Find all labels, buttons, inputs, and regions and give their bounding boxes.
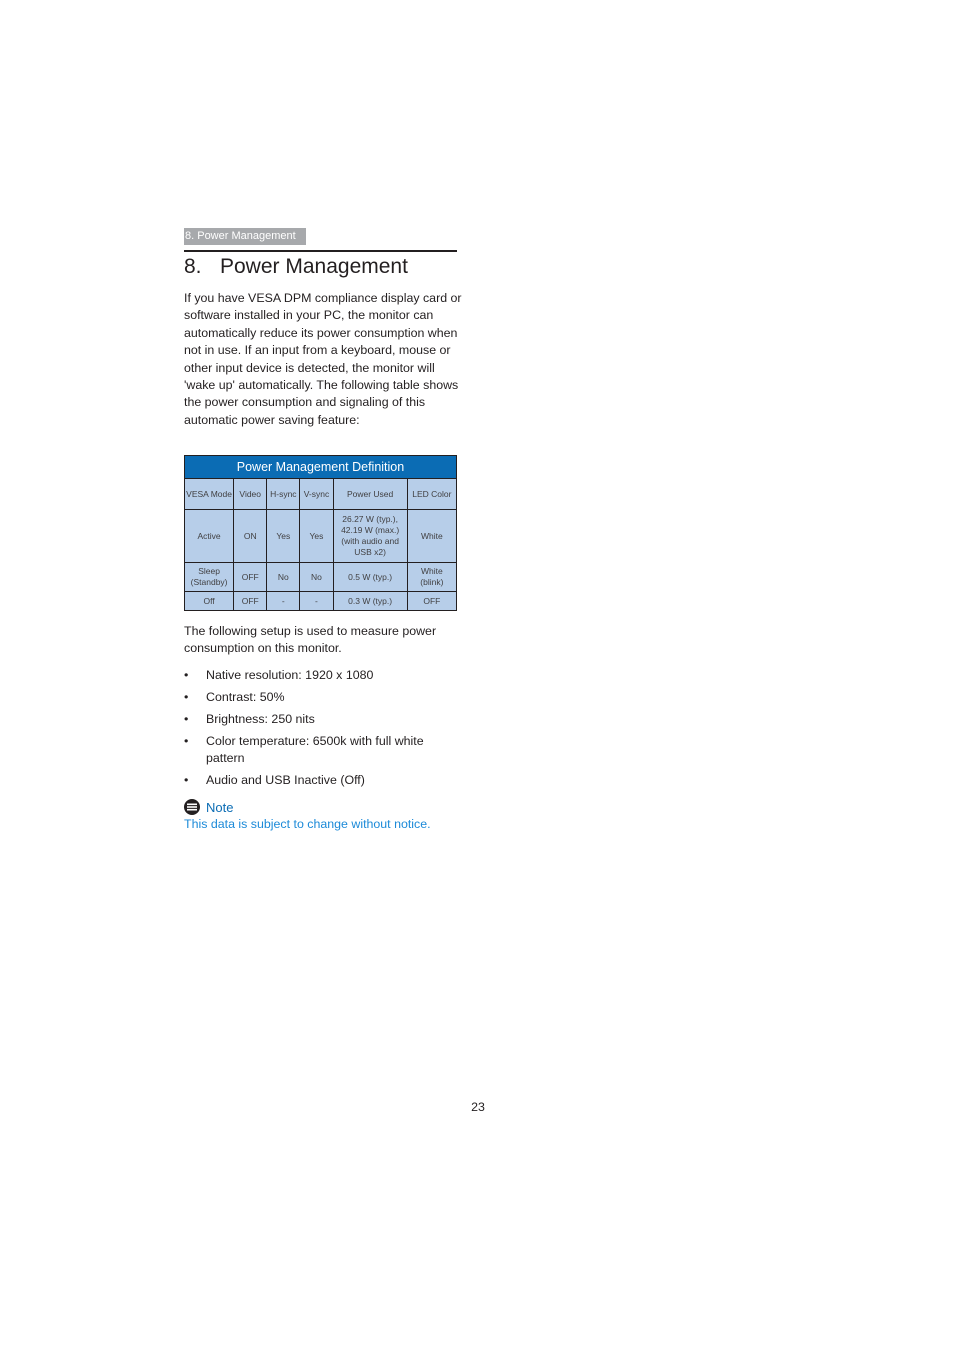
column-header: V-sync (300, 479, 333, 510)
table-cell: Active (185, 510, 234, 563)
table-title: Power Management Definition (185, 456, 457, 479)
table-cell: No (300, 563, 333, 592)
bullet-glyph: • (184, 668, 189, 682)
list-item-text: Native resolution: 1920 x 1080 (206, 668, 374, 682)
bullet-glyph: • (184, 712, 189, 726)
table-cell: OFF (407, 592, 456, 611)
bullet-glyph: • (184, 773, 189, 788)
section-title: Power Management (220, 255, 408, 278)
note-text: This data is subject to change without notice. (184, 817, 431, 831)
table-cell: OFF (234, 563, 267, 592)
list-item (184, 711, 459, 728)
list-item (184, 689, 459, 706)
list-item (184, 772, 459, 789)
table-cell: White (blink) (407, 563, 456, 592)
column-header: H-sync (267, 479, 300, 510)
column-header: VESA Mode (185, 479, 234, 510)
table-cell: Off (185, 592, 234, 611)
table-cell: - (300, 592, 333, 611)
section-tab: 8. Power Management (184, 228, 306, 245)
table-cell: ON (234, 510, 267, 563)
note-icon (184, 799, 200, 815)
table-cell: White (407, 510, 456, 563)
list-item-text: Color temperature: 6500k with full white pattern (206, 734, 424, 766)
table-cell: OFF (234, 592, 267, 611)
section-number: 8. (184, 255, 202, 278)
table-cell: No (267, 563, 300, 592)
page-title (184, 253, 408, 281)
table-row (185, 510, 457, 563)
bullet-glyph: • (184, 734, 189, 748)
note-label: Note (206, 799, 234, 815)
list-item-text: Brightness: 250 nits (206, 712, 315, 726)
column-header: Power Used (333, 479, 407, 510)
list-item (184, 733, 459, 768)
bullet-glyph: • (184, 690, 189, 704)
note-heading (184, 798, 233, 816)
power-management-table (184, 455, 457, 611)
title-rule (184, 250, 457, 252)
table-cell: Sleep (Standby) (185, 563, 234, 592)
table-cell: Yes (267, 510, 300, 563)
table-row (185, 592, 457, 611)
table-cell: 0.5 W (typ.) (333, 563, 407, 592)
table-cell: Yes (300, 510, 333, 563)
table-header-row (185, 479, 457, 510)
table-cell: 0.3 W (typ.) (333, 592, 407, 611)
list-item-text: Contrast: 50% (206, 690, 285, 704)
list-item-text: Audio and USB Inactive (Off) (206, 773, 365, 788)
table-cell: 26.27 W (typ.), 42.19 W (max.) (with audio and USB x2) (333, 510, 407, 563)
setup-list (184, 667, 459, 794)
table-cell: - (267, 592, 300, 611)
list-item (184, 667, 459, 684)
table-row (185, 563, 457, 592)
intro-paragraph: If you have VESA DPM compliance display card or software installed in your PC, the monitor can automatically reduce its power consumption when not in use. If an input from a keyboard, mouse or other input device is detected, the monitor will 'wake up' automatically. The following table shows the power consumption and signaling of this automatic power saving feature: (184, 291, 462, 427)
column-header: Video (234, 479, 267, 510)
column-header: LED Color (407, 479, 456, 510)
setup-paragraph: The following setup is used to measure power consumption on this monitor. (184, 624, 437, 656)
page-number: 23 (471, 1100, 485, 1114)
